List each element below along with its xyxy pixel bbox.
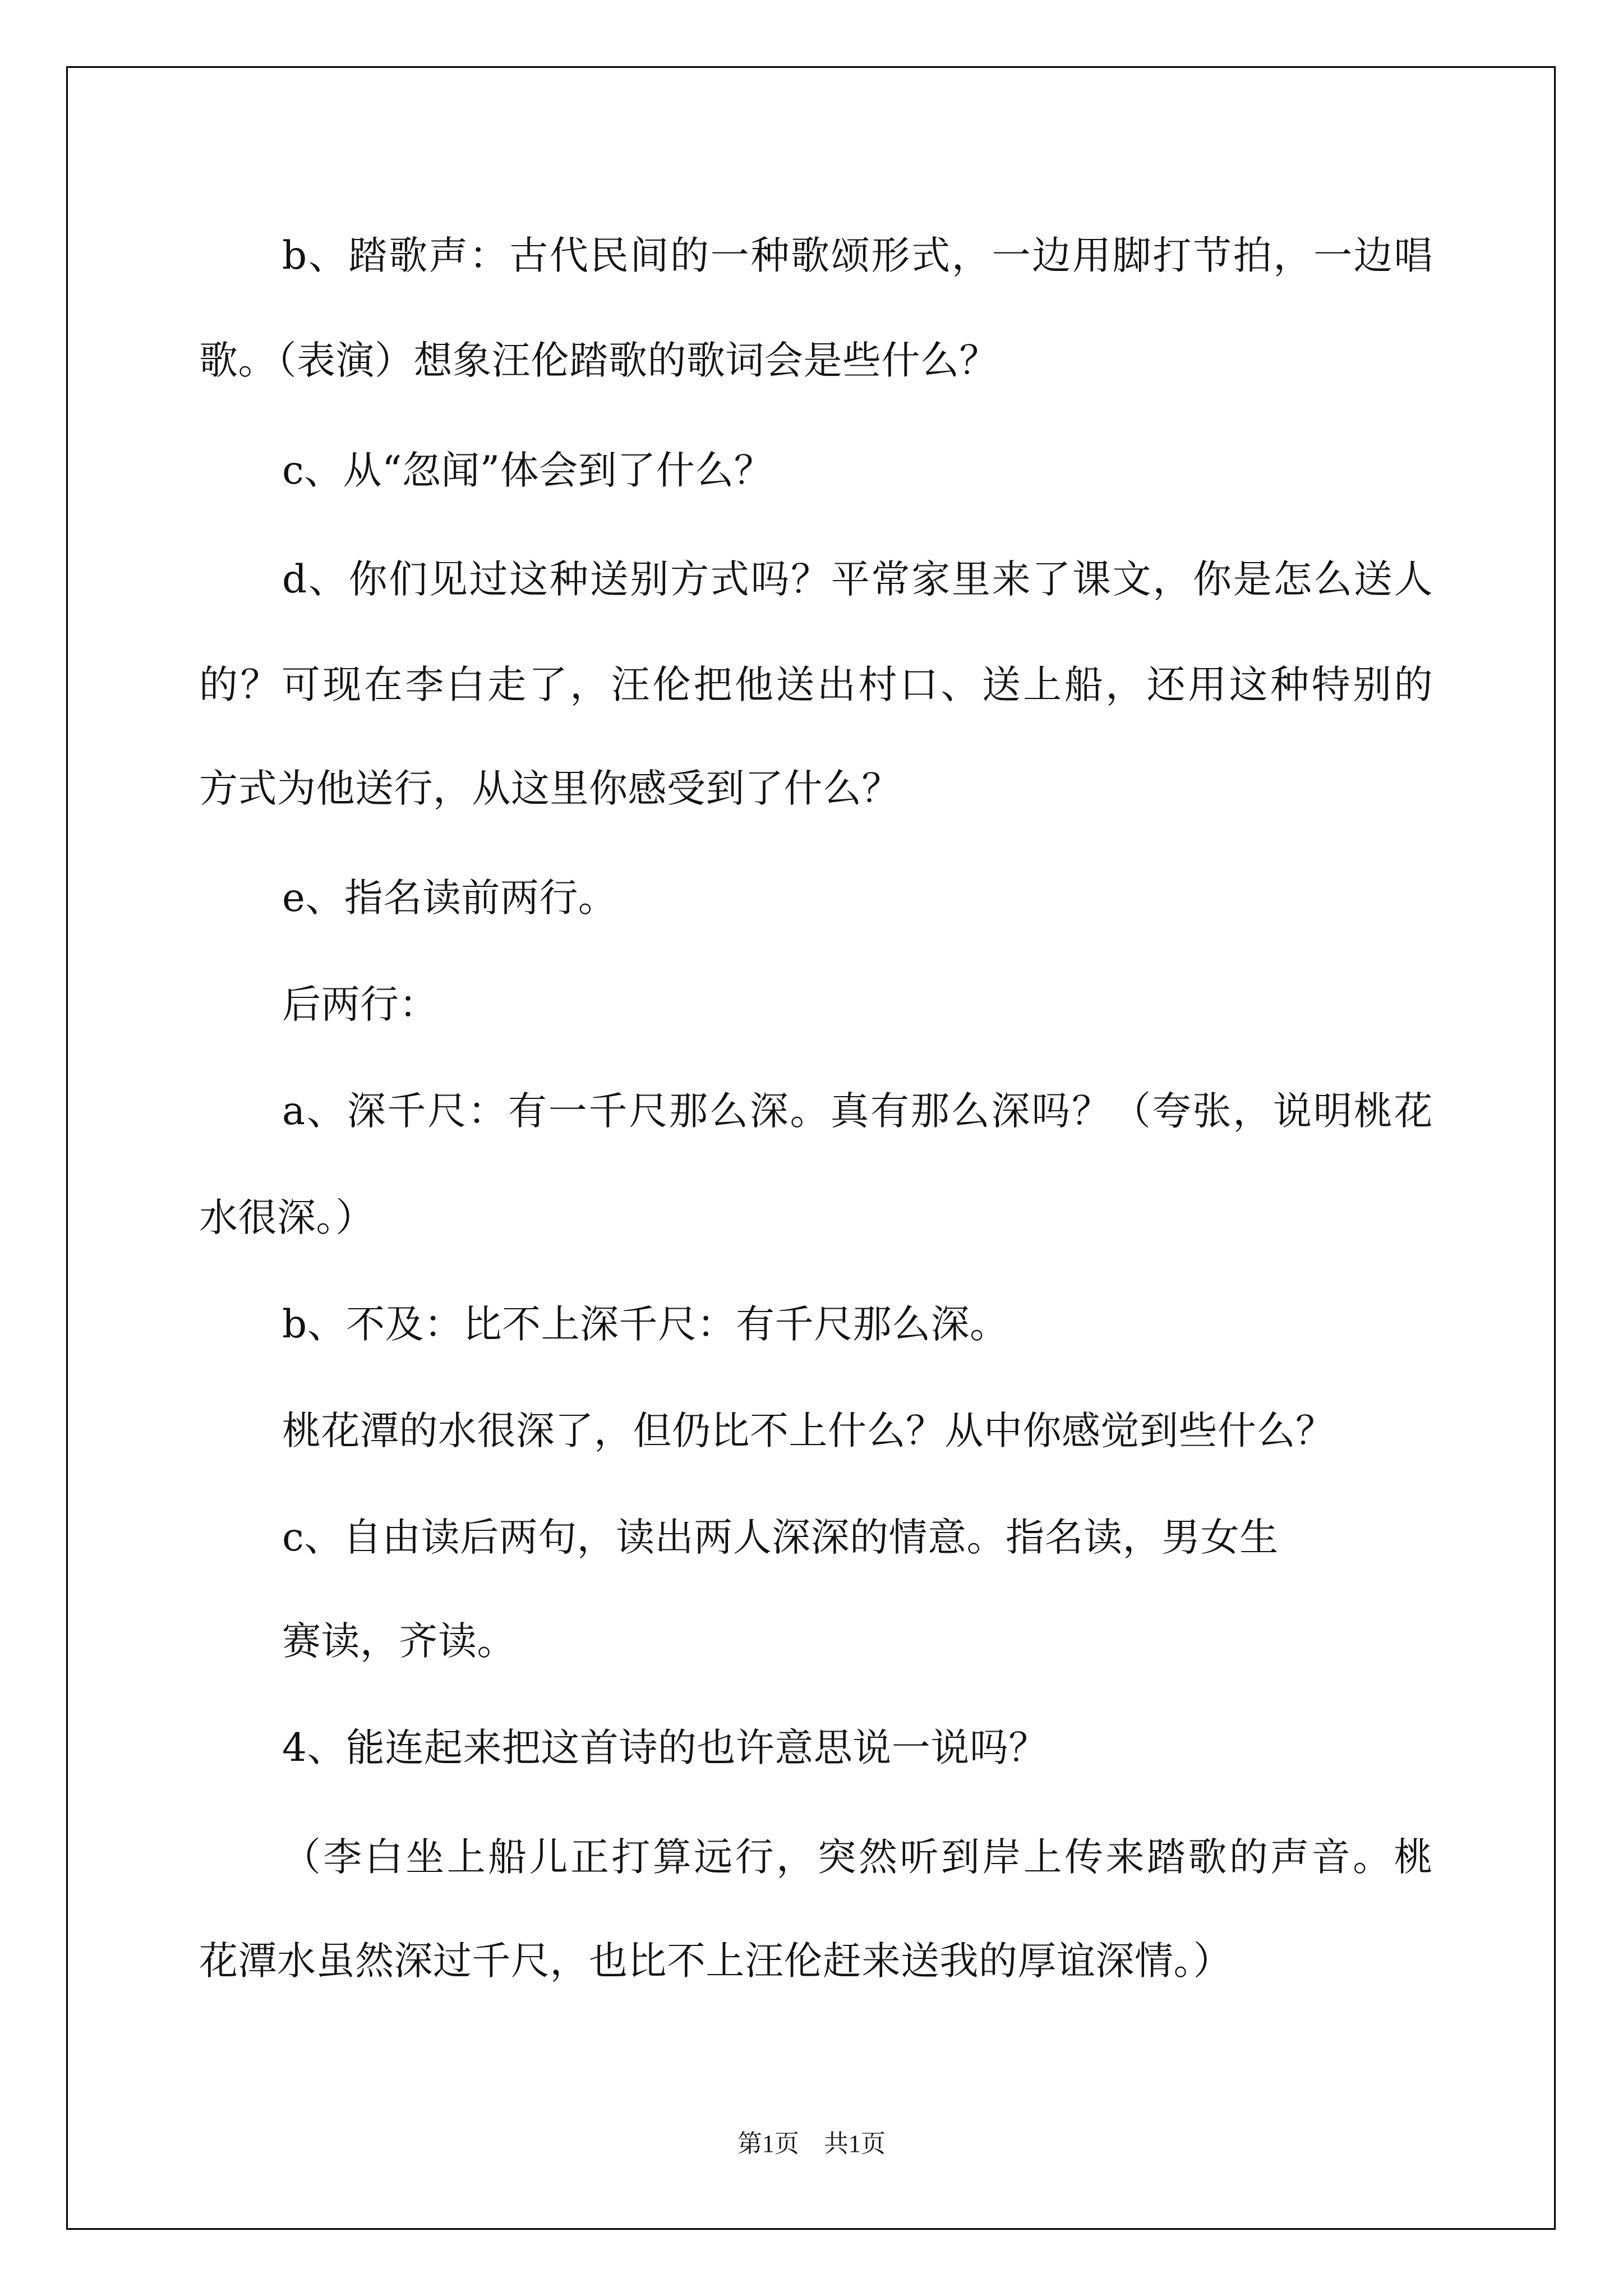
paragraph-line: 后两行： — [282, 982, 438, 1027]
paragraph-line: 水很深。） — [199, 1195, 375, 1240]
paragraph-line: 赛读，齐读。 — [282, 1619, 516, 1664]
paragraph-line: 4、能连起来把这首诗的也许意思说一说吗？ — [282, 1726, 1048, 1770]
paragraph-line: 的？可现在李白走了，汪伦把他送出村口、送上船，还用这种特别的 — [199, 662, 1433, 707]
paragraph-line: d、你们见过这种送别方式吗？平常家里来了课文，你是怎么送人 — [282, 557, 1433, 602]
paragraph-line: e、指名读前两行。 — [282, 876, 617, 921]
paragraph-line: b、踏歌声：古代民间的一种歌颂形式，一边用脚打节拍，一边唱 — [282, 233, 1433, 278]
page-border — [66, 66, 1556, 2230]
paragraph-line: c、从“忽闻”体会到了什么？ — [282, 448, 773, 493]
page-footer: 第1页 共1页 — [737, 2130, 886, 2157]
paragraph-line: b、不及：比不上深千尺：有千尺那么深。 — [282, 1302, 1009, 1347]
paragraph-line: a、深千尺：有一千尺那么深。真有那么深吗？（夸张，说明桃花 — [282, 1089, 1433, 1134]
paragraph-line: 桃花潭的水很深了，但仍比不上什么？从中你感觉到些什么？ — [282, 1409, 1335, 1453]
paragraph-line: （李白坐上船儿正打算远行，突然听到岸上传来踏歌的声音。桃 — [282, 1835, 1433, 1880]
paragraph-line: 方式为他送行，从这里你感受到了什么？ — [199, 766, 901, 811]
paragraph-line: 歌。（表演）想象汪伦踏歌的歌词会是些什么？ — [199, 338, 998, 383]
paragraph-line: c、自由读后两句，读出两人深深的情意。指名读，男女生 — [282, 1515, 1279, 1560]
paragraph-line: 花潭水虽然深过千尺，也比不上汪伦赶来送我的厚谊深情。） — [199, 1939, 1232, 1984]
